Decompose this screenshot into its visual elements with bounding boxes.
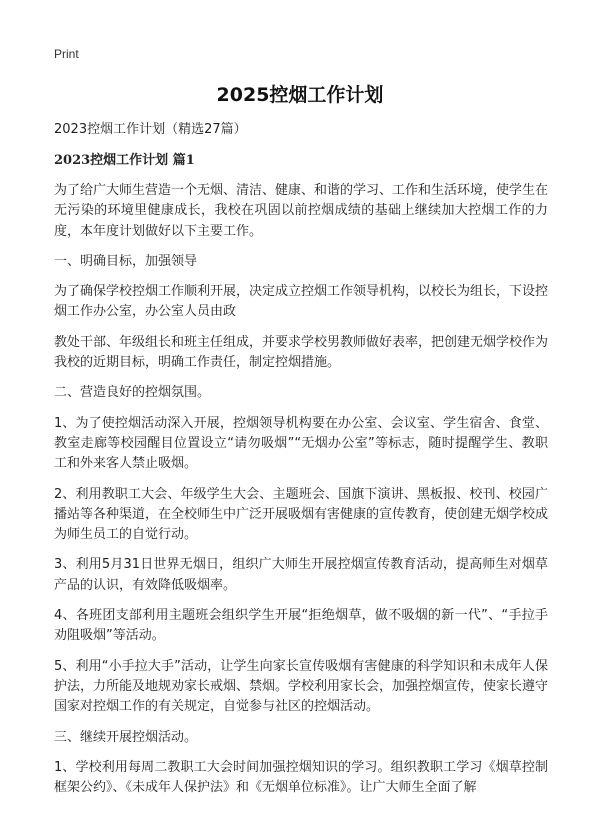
paragraph-item-5: 5、利用“小手拉大手”活动，让学生向家长宣传吸烟有害健康的科学知识和未成年人保护法，力所能及地规劝家长戒烟、禁烟。学校利用家长会，加强控烟宣传，使家长遵守国家对控烟工作的有关规定，自觉参与社区的控烟活动。 <box>54 658 549 715</box>
paragraph-item-2: 2、利用教职工大会、年级学生大会、主题班会、国旗下演讲、黑板报、校刊、校园广播站等各种渠道，在全校师生中广泛开展吸烟有害健康的宣传教育，使创建无烟学校成为师生员工的自觉行动。 <box>54 486 549 543</box>
paragraph-item-3: 3、利用5月31日世界无烟日，组织广大师生开展控烟宣传教育活动，提高师生对烟草产品的认识，有效降低吸烟率。 <box>54 557 548 593</box>
print-link[interactable]: Print <box>54 47 79 61</box>
paragraph-item-4: 4、各班团支部利用主题班会组织学生开展“拒绝烟草，做不吸烟的新一代”、“手拉手劝阻吸烟”等活动。 <box>54 608 548 644</box>
document-subtitle: 2023控烟工作计划（精选27篇） <box>54 122 247 137</box>
paragraph-item-1: 1、为了使控烟活动深入开展，控烟领导机构要在办公室、会议室、学生宿舍、食堂、教室走廊等校园醒目位置设立“请勿吸烟”“无烟办公室”等标志，随时提醒学生、教职工和外来客人禁止吸烟。 <box>54 415 548 472</box>
paragraph-intro: 为了给广大师生营造一个无烟、清洁、健康、和谐的学习、工作和生活环境，使学生在无污染的环境里健康成长，我校在巩固以前控烟成绩的基础上继续加大控烟工作的力度，本年度计划做好以下主要工作。 <box>54 183 549 239</box>
heading-activities: 三、继续开展控烟活动。 <box>54 729 198 745</box>
paragraph-leadership: 为了确保学校控烟工作顺利开展，决定成立控烟工作领导机构，以校长为组长，下设控烟工作办公室，办公室人员由政 <box>54 284 549 320</box>
paragraph-activity-1: 1、学校利用每周二教职工大会时间加强控烟知识的学习。组织教职工学习《烟草控制框架公约》、《未成年人保护法》和《无烟单位标准》。让广大师生全面了解 <box>54 759 548 796</box>
document-title: 2025控烟工作计划 <box>216 84 384 106</box>
paragraph-staff: 教处干部、年级组长和班主任组成，并要求学校男教师做好表率，把创建无烟学校作为我校的近期目标，明确工作责任，制定控烟措施。 <box>54 334 549 371</box>
section-heading: 2023控烟工作计划 篇1 <box>54 153 195 168</box>
heading-goals: 一、明确目标，加强领导 <box>54 253 198 269</box>
heading-atmosphere: 二、营造良好的控烟氛围。 <box>54 385 211 401</box>
document-body <box>54 121 548 808</box>
